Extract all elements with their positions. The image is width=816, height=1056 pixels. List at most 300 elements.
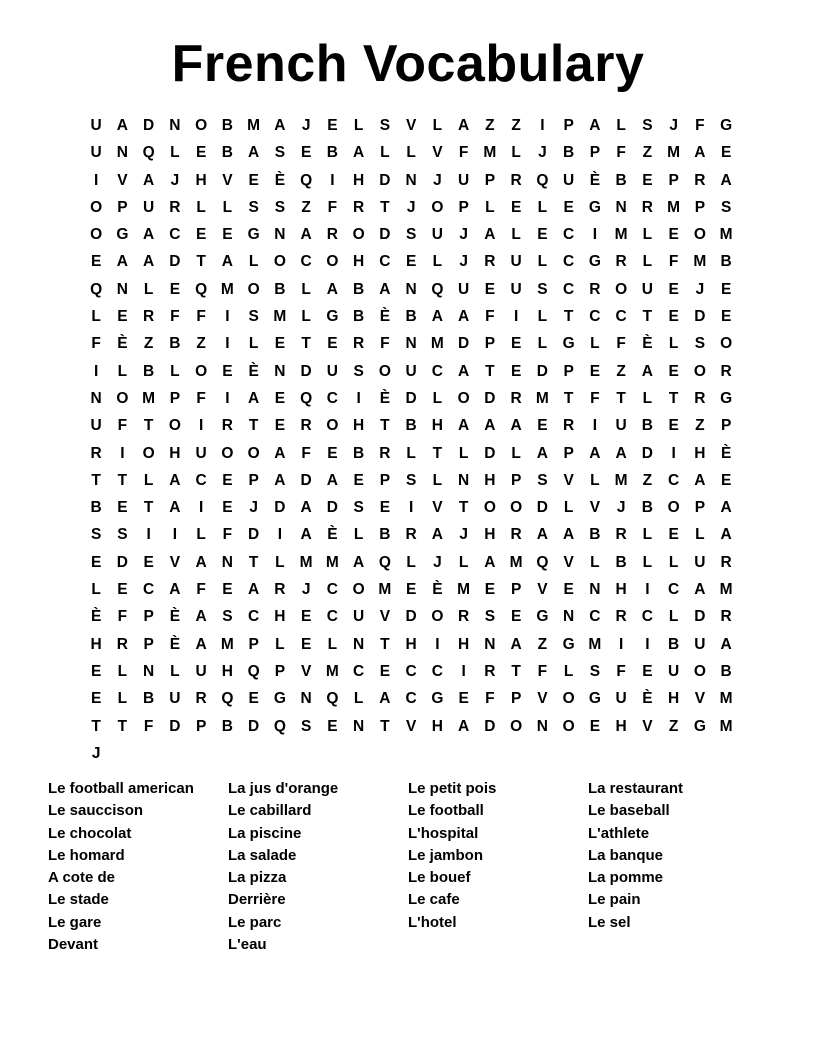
grid-letter: E [510, 362, 522, 380]
grid-letter: F [117, 417, 128, 435]
grid-letter: R [405, 526, 417, 544]
grid-letter: Q [273, 717, 286, 735]
grid-letter: L [222, 198, 233, 216]
grid-letter: R [510, 389, 522, 407]
grid-letter: I [435, 635, 440, 653]
grid-letter: V [379, 608, 391, 626]
grid-letter: B [353, 444, 365, 462]
grid-letter: J [301, 581, 311, 599]
grid-letter: E [327, 444, 338, 462]
grid-letter: F [196, 581, 206, 599]
grid-letter: I [225, 389, 230, 407]
grid-letter: L [511, 444, 521, 462]
grid-letter: E [405, 581, 417, 599]
grid-letter: M [220, 635, 234, 653]
grid-letter: I [120, 444, 125, 462]
grid-letter: P [143, 635, 154, 653]
grid-letter: U [668, 662, 680, 680]
grid-letter: E [484, 581, 496, 599]
grid-letter: P [248, 471, 259, 489]
grid-letter: L [380, 144, 390, 162]
grid-letter: M [273, 308, 287, 326]
grid-letter: H [458, 635, 470, 653]
grid-letter: D [641, 444, 653, 462]
grid-letter: L [143, 471, 154, 489]
grid-letter: C [668, 581, 680, 599]
grid-letter: U [510, 280, 522, 298]
grid-letter: E [117, 499, 128, 517]
grid-letter: P [563, 362, 574, 380]
grid-letter: B [668, 635, 680, 653]
grid-letter: R [615, 253, 627, 271]
grid-letter: O [247, 280, 260, 298]
grid-letter: H [694, 444, 706, 462]
grid-letter: I [645, 635, 650, 653]
grid-letter: O [562, 717, 575, 735]
grid-letter: L [117, 690, 128, 708]
grid-letter: J [538, 144, 547, 162]
grid-letter: E [484, 280, 496, 298]
grid-letter: B [143, 690, 155, 708]
grid-letter: L [642, 526, 653, 544]
grid-letter: A [326, 280, 338, 298]
grid-letter: H [274, 608, 286, 626]
grid-letter: A [563, 526, 575, 544]
grid-letter: C [326, 389, 338, 407]
grid-letter: D [248, 717, 260, 735]
grid-letter: N [536, 717, 548, 735]
grid-letter: V [537, 690, 548, 708]
grid-letter: U [510, 253, 522, 271]
grid-letter: T [143, 499, 154, 517]
grid-letter: O [562, 690, 575, 708]
grid-letter: L [143, 280, 154, 298]
grid-letter: C [300, 253, 312, 271]
grid-letter: È [432, 581, 443, 599]
grid-letter: B [641, 499, 653, 517]
grid-letter: A [248, 581, 260, 599]
grid-letter: E [720, 308, 732, 326]
grid-letter: S [720, 198, 732, 216]
grid-letter: F [117, 608, 128, 626]
word-list-item: La jus d'orange [228, 780, 339, 797]
word-list-item: Derrière [228, 891, 286, 909]
grid-letter: L [537, 308, 548, 326]
grid-letter: D [169, 717, 181, 735]
grid-letter: D [484, 717, 496, 735]
grid-letter: I [225, 308, 230, 326]
grid-letter: A [274, 444, 286, 462]
grid-letter: D [169, 253, 181, 271]
grid-letter: G [588, 198, 601, 216]
grid-letter: N [221, 553, 233, 571]
grid-letter: E [589, 362, 601, 380]
grid-letter: P [458, 198, 469, 216]
grid-letter: L [642, 389, 653, 407]
grid-letter: U [169, 690, 181, 708]
grid-letter: A [510, 417, 522, 435]
grid-letter: O [142, 444, 155, 462]
grid-letter: A [379, 690, 391, 708]
grid-letter: T [642, 308, 653, 326]
grid-letter: C [615, 308, 627, 326]
grid-letter: Q [536, 171, 549, 189]
grid-letter: L [406, 144, 416, 162]
grid-letter: È [379, 308, 391, 326]
grid-letter: H [615, 581, 627, 599]
grid-letter: U [326, 362, 338, 380]
grid-letter: L [406, 553, 416, 571]
grid-letter: J [301, 117, 311, 134]
grid-letter: F [537, 662, 548, 680]
grid-letter: E [405, 253, 417, 271]
grid-letter: B [405, 417, 417, 435]
grid-letter: L [432, 471, 443, 489]
grid-letter: N [563, 608, 575, 626]
grid-letter: T [91, 717, 101, 735]
grid-letter: D [143, 117, 155, 134]
grid-letter: E [720, 280, 732, 298]
grid-letter: A [169, 499, 181, 517]
grid-letter: R [563, 417, 575, 435]
grid-letter: A [248, 144, 260, 162]
grid-letter: V [117, 171, 128, 189]
grid-letter: P [379, 471, 391, 489]
grid-letter: C [169, 226, 181, 244]
grid-letter: A [484, 553, 496, 571]
grid-letter: S [90, 526, 102, 544]
grid-letter: S [694, 335, 706, 353]
grid-letter: L [353, 117, 364, 134]
grid-letter: I [277, 526, 283, 544]
grid-letter: F [170, 308, 180, 326]
grid-letter: M [667, 198, 681, 216]
grid-letter: T [563, 389, 574, 407]
word-list-item: Devant [48, 936, 99, 954]
grid-letter: M [430, 335, 444, 353]
grid-letter: S [642, 117, 653, 134]
grid-letter: A [169, 471, 181, 489]
grid-letter: A [221, 253, 233, 271]
grid-letter: S [222, 608, 233, 626]
grid-letter: C [379, 253, 391, 271]
grid-letter: Q [300, 171, 313, 189]
grid-letter: V [300, 662, 312, 680]
grid-letter: E [720, 471, 732, 489]
grid-letter: M [247, 117, 261, 134]
grid-letter: P [694, 499, 706, 517]
grid-letter: I [172, 526, 178, 544]
word-list-item: L'hospital [408, 824, 479, 842]
grid-letter: E [248, 690, 259, 708]
grid-letter: J [616, 499, 626, 517]
grid-letter: E [458, 690, 469, 708]
grid-letter: T [380, 717, 390, 735]
grid-letter: T [380, 198, 390, 216]
word-list-item: Le sel [588, 913, 631, 931]
grid-letter: O [352, 226, 365, 244]
grid-letter: E [642, 171, 653, 189]
grid-letter: Q [326, 690, 339, 708]
grid-letter: N [116, 144, 128, 162]
grid-letter: R [458, 608, 470, 626]
grid-letter: M [299, 553, 313, 571]
word-list-item: Le gare [48, 913, 102, 931]
grid-letter: O [326, 253, 339, 271]
grid-letter: R [694, 389, 706, 407]
grid-letter: G [116, 226, 129, 244]
grid-letter: L [248, 253, 259, 271]
word-list-item: L'eau [228, 936, 267, 954]
grid-letter: I [540, 117, 545, 134]
grid-letter: L [327, 635, 338, 653]
grid-letter: F [695, 117, 705, 134]
grid-letter: G [562, 635, 575, 653]
grid-letter: T [248, 553, 259, 571]
grid-letter: M [719, 690, 733, 708]
grid-letter: R [589, 280, 601, 298]
grid-letter: O [326, 417, 339, 435]
grid-letter: Q [247, 662, 260, 680]
grid-letter: N [274, 226, 286, 244]
grid-letter: V [694, 690, 706, 708]
grid-letter: O [247, 444, 260, 462]
grid-letter: V [169, 553, 181, 571]
grid-letter: N [274, 362, 286, 380]
grid-letter: G [562, 335, 575, 353]
grid-letter: E [117, 581, 128, 599]
grid-letter: L [590, 471, 600, 489]
grid-letter: V [589, 499, 601, 517]
grid-letter: D [536, 362, 548, 380]
grid-letter: A [431, 308, 443, 326]
grid-letter: S [353, 499, 364, 517]
grid-letter: A [720, 499, 732, 517]
grid-letter: A [431, 526, 443, 544]
grid-letter: A [694, 471, 706, 489]
grid-letter: M [220, 280, 234, 298]
grid-letter: N [169, 117, 181, 134]
grid-letter: R [484, 662, 496, 680]
word-list-item: Le homard [48, 846, 125, 864]
grid-letter: O [431, 608, 444, 626]
grid-letter: F [668, 253, 679, 271]
grid-letter: I [671, 444, 676, 462]
grid-letter: I [592, 226, 598, 244]
grid-letter: Z [537, 635, 548, 653]
grid-letter: R [221, 417, 233, 435]
grid-letter: L [695, 526, 705, 544]
grid-letter: Z [196, 335, 206, 353]
grid-letter: Z [616, 362, 626, 380]
grid-letter: E [668, 280, 679, 298]
grid-letter: S [589, 662, 601, 680]
grid-letter: N [405, 280, 417, 298]
grid-letter: E [90, 662, 102, 680]
grid-letter: F [301, 444, 311, 462]
grid-letter: H [353, 417, 365, 435]
grid-letter: H [195, 171, 207, 189]
grid-letter: L [406, 444, 416, 462]
grid-letter: U [90, 117, 102, 134]
grid-letter: E [379, 499, 391, 517]
grid-letter: D [405, 389, 417, 407]
word-list-item [588, 934, 768, 956]
grid-letter: L [458, 553, 469, 571]
grid-letter: R [326, 226, 338, 244]
grid-letter: B [615, 171, 627, 189]
grid-letter: D [405, 608, 417, 626]
grid-letter: Q [221, 690, 234, 708]
grid-letter: C [563, 280, 575, 298]
grid-letter: U [405, 362, 417, 380]
grid-letter: M [142, 389, 156, 407]
grid-letter: F [380, 335, 390, 353]
grid-letter: J [669, 117, 678, 134]
grid-letter: A [589, 117, 601, 134]
grid-letter: R [484, 253, 496, 271]
grid-letter: M [457, 581, 471, 599]
grid-letter: B [143, 362, 155, 380]
grid-letter: Q [431, 280, 444, 298]
grid-letter: D [694, 608, 706, 626]
grid-letter: P [510, 690, 522, 708]
grid-letter: I [592, 417, 598, 435]
grid-letter: Q [90, 280, 103, 298]
grid-letter: P [484, 335, 496, 353]
grid-letter: Z [642, 471, 653, 489]
grid-letter: E [327, 335, 338, 353]
grid-letter: A [353, 553, 365, 571]
grid-letter: A [116, 117, 128, 134]
grid-letter: N [405, 171, 417, 189]
grid-letter: U [641, 280, 653, 298]
grid-letter: L [170, 144, 180, 162]
grid-letter: A [458, 362, 470, 380]
word-list-item: La restaurant [588, 780, 684, 797]
grid-letter: A [195, 553, 207, 571]
grid-letter: L [511, 144, 521, 162]
grid-letter: F [222, 526, 233, 544]
grid-letter: L [642, 553, 653, 571]
grid-letter: H [668, 690, 680, 708]
grid-letter: A [300, 526, 312, 544]
grid-letter: A [116, 253, 128, 271]
grid-letter: E [300, 144, 312, 162]
grid-letter: P [484, 171, 496, 189]
grid-letter: C [405, 662, 417, 680]
word-list-item: La banque [588, 846, 664, 864]
grid-letter: E [353, 471, 364, 489]
grid-letter: L [353, 690, 364, 708]
grid-letter: O [693, 362, 706, 380]
grid-letter: S [379, 117, 391, 134]
grid-letter: B [221, 717, 233, 735]
word-list-item: Le pain [588, 891, 641, 909]
grid-letter: G [693, 717, 706, 735]
word-list-item: Le jambon [408, 846, 484, 864]
grid-letter: H [405, 635, 417, 653]
grid-letter: I [408, 499, 414, 517]
grid-letter: A [694, 144, 706, 162]
grid-letter: B [641, 417, 653, 435]
grid-letter: A [143, 226, 155, 244]
grid-letter: O [352, 581, 365, 599]
grid-letter: D [694, 308, 706, 326]
grid-letter: T [563, 308, 574, 326]
grid-letter: E [668, 308, 679, 326]
word-list-item: La piscine [228, 824, 302, 842]
grid-letter: È [169, 635, 181, 653]
grid-letter: D [116, 553, 128, 571]
grid-letter: H [90, 635, 102, 653]
grid-letter: P [694, 198, 706, 216]
grid-letter: R [510, 171, 522, 189]
grid-letter: U [90, 417, 102, 435]
grid-letter: V [405, 117, 417, 134]
grid-letter: O [90, 198, 103, 216]
grid-letter: R [641, 198, 653, 216]
grid-letter: E [589, 717, 601, 735]
grid-letter: È [169, 608, 181, 626]
grid-letter: A [300, 226, 312, 244]
grid-letter: J [433, 171, 442, 189]
grid-letter: F [616, 335, 626, 353]
grid-letter: O [273, 253, 286, 271]
grid-letter: E [668, 417, 679, 435]
grid-letter: L [275, 553, 285, 571]
grid-letter: P [589, 144, 601, 162]
grid-letter: A [274, 471, 286, 489]
grid-letter: U [615, 690, 627, 708]
grid-letter: O [720, 335, 733, 353]
grid-letter: G [588, 253, 601, 271]
grid-letter: R [379, 444, 391, 462]
grid-letter: M [378, 581, 392, 599]
grid-letter: E [327, 117, 338, 134]
grid-letter: L [117, 662, 128, 680]
grid-letter: S [537, 280, 548, 298]
grid-letter: B [221, 117, 233, 134]
grid-letter: R [694, 171, 706, 189]
grid-letter: F [143, 717, 154, 735]
grid-letter: C [195, 471, 207, 489]
grid-letter: R [615, 526, 627, 544]
grid-letter: È [90, 608, 102, 626]
grid-letter: U [458, 280, 470, 298]
grid-letter: P [169, 389, 181, 407]
grid-letter: J [170, 171, 180, 189]
grid-letter: A [484, 226, 496, 244]
grid-letter: U [90, 144, 102, 162]
grid-letter: B [90, 499, 102, 517]
grid-letter: P [248, 635, 259, 653]
grid-letter: È [379, 389, 391, 407]
grid-letter: O [667, 499, 680, 517]
grid-letter: E [222, 226, 233, 244]
page-title: French Vocabulary [171, 35, 645, 93]
word-list-item: La pizza [228, 869, 287, 887]
grid-letter: R [274, 581, 286, 599]
grid-letter: H [484, 526, 496, 544]
grid-letter: Q [536, 553, 549, 571]
grid-letter: L [537, 335, 548, 353]
grid-letter: E [642, 662, 653, 680]
grid-letter: G [273, 690, 286, 708]
grid-letter: E [300, 608, 312, 626]
grid-letter: O [195, 117, 208, 134]
grid-letter: E [90, 553, 102, 571]
